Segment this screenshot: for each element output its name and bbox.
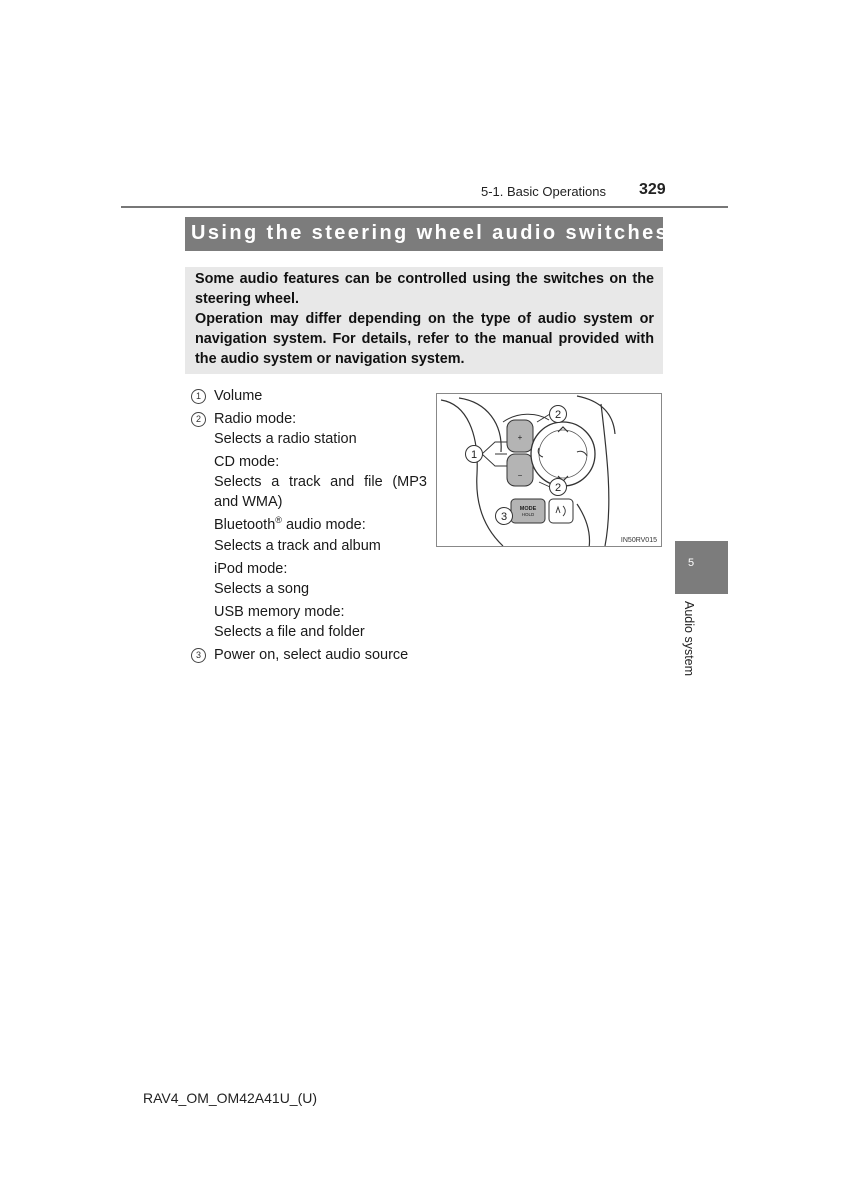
figure-code: IN50RV015: [620, 537, 657, 544]
callout-number: 1: [191, 389, 206, 404]
mode-button-label: HOLD: [521, 512, 535, 517]
item-detail: and WMA): [214, 494, 283, 510]
callout-number: 3: [191, 648, 206, 663]
mode-label: iPod mode:: [214, 561, 288, 577]
item-detail: Selects a track and album: [214, 538, 381, 554]
chapter-number: 5: [688, 557, 695, 569]
intro-paragraph: Some audio features can be controlled using the switches on the steering wheel.: [195, 271, 654, 307]
item-detail: Selects a radio station: [214, 431, 357, 447]
header-rule: [121, 206, 728, 208]
volume-minus-label: −: [517, 471, 523, 480]
mode-button-label: MODE: [519, 506, 537, 512]
list-item: [191, 409, 427, 642]
item-detail: Selects a track and file (MP3: [214, 474, 427, 490]
mode-label: CD mode:: [214, 454, 280, 470]
item-detail: Selects a file and folder: [214, 624, 365, 640]
callout-label: 2: [554, 409, 562, 421]
page-number: 329: [639, 181, 666, 198]
volume-plus-label: +: [517, 433, 523, 442]
item-title: Volume: [214, 388, 263, 404]
section-title: Using the steering wheel audio switches: [185, 217, 663, 251]
steering-wheel-drawing: [437, 394, 662, 547]
callout-label: 1: [470, 449, 478, 461]
chapter-label: Audio system: [682, 601, 696, 677]
item-title: Power on, select audio source: [214, 647, 409, 663]
steering-switch-illustration: [436, 393, 662, 547]
item-detail: Selects a song: [214, 581, 310, 597]
list-item: [191, 386, 427, 406]
intro-paragraph: Operation may differ depending on the type of audio system or navigation system. For details, refer to the manual provided with the audio system or navigation system.: [195, 311, 654, 367]
chapter-tab: [675, 541, 728, 594]
callout-number: 2: [191, 412, 206, 427]
mode-label: Bluetooth® audio mode:: [214, 515, 366, 533]
callout-label: 3: [500, 511, 508, 523]
mode-label: USB memory mode:: [214, 604, 345, 620]
callout-label: 2: [554, 482, 562, 494]
section-name: 5-1. Basic Operations: [481, 184, 607, 199]
item-title: Radio mode:: [214, 411, 297, 427]
list-item: [191, 645, 427, 665]
switch-function-list: [191, 386, 427, 665]
document-code: RAV4_OM_OM42A41U_(U): [143, 1090, 318, 1106]
intro-box: [185, 267, 663, 374]
